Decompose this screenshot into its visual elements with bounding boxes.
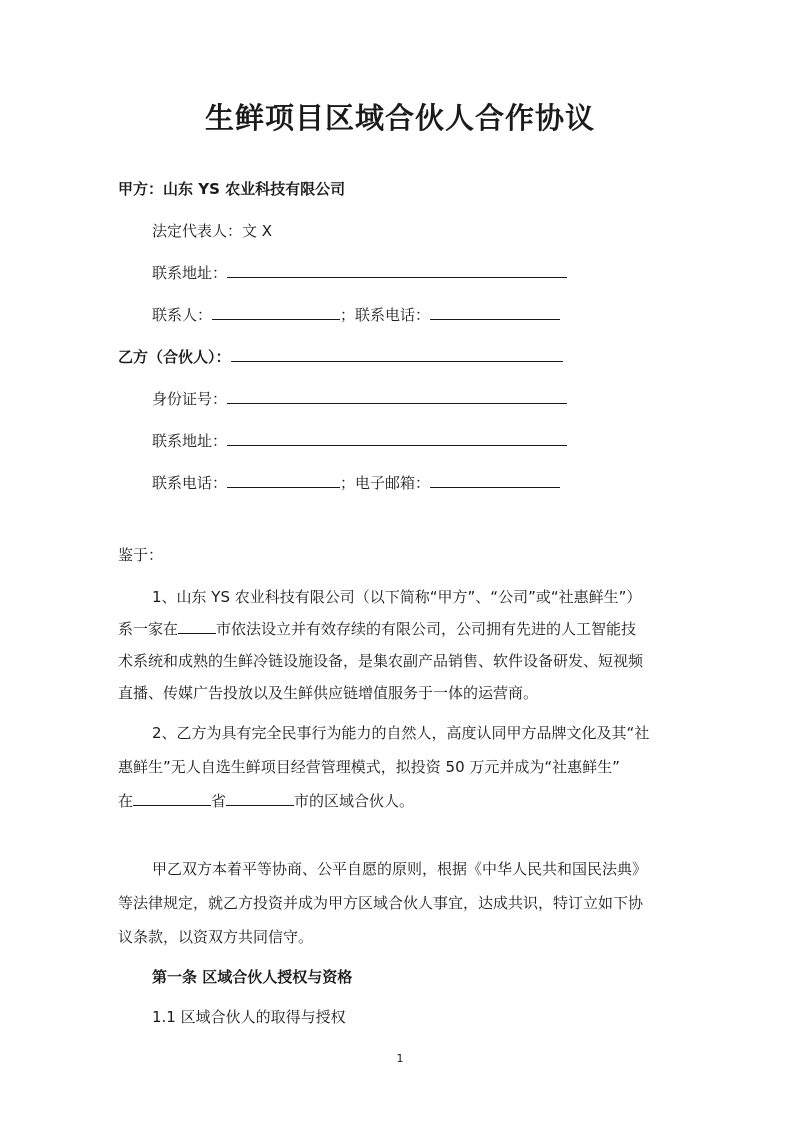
agreement-line1: 甲乙双方本着平等协商、公平自愿的原则，根据《中华人民共和国民法典》	[152, 860, 648, 878]
section-1-1-heading: 1.1 区域合伙人的取得与授权	[152, 1008, 346, 1026]
party-b-address-blank	[227, 430, 567, 446]
party-b-phone-row	[152, 472, 560, 493]
party-a-contact-row	[152, 304, 560, 325]
clause2-province-suffix: 省	[211, 792, 227, 810]
party-b-address-label: 联系地址：	[152, 432, 228, 450]
party-b-phone-label: 联系电话：	[152, 474, 228, 492]
clause2-city-blank	[226, 790, 294, 806]
party-b-row	[118, 346, 563, 367]
clause2-line2: 惠鲜生”无人自选生鲜项目经营管理模式，拟投资 50 万元并成为“社惠鲜生”	[118, 758, 620, 776]
party-b-id-blank	[227, 388, 567, 404]
party-a-label: 甲方：山东 YS 农业科技有限公司	[118, 180, 346, 198]
clause1-line1: 1、山东 YS 农业科技有限公司（以下简称“甲方”、“公司”或“社惠鲜生”）	[152, 588, 642, 606]
clause1-line2	[118, 618, 636, 639]
party-a-address-blank	[227, 262, 567, 278]
page-number: 1	[396, 1052, 404, 1065]
clause1-city-blank	[178, 618, 216, 634]
clause2-line3-start: 在	[118, 792, 134, 810]
party-a-contact-blank	[212, 304, 340, 320]
party-a-address-row	[152, 262, 567, 283]
clause1-line2-start: 系一家在	[118, 620, 179, 638]
clause2-line3-end: 市的区域合伙人。	[294, 792, 415, 810]
party-a-address-label: 联系地址：	[152, 264, 228, 282]
party-a-phone-blank	[430, 304, 560, 320]
agreement-line3: 议条款，以资双方共同信守。	[118, 928, 314, 946]
party-b-address-row	[152, 430, 567, 451]
clause1-line3: 术系统和成熟的生鲜冷链设施设备，是集农副产品销售、软件设备研发、短视频	[118, 652, 644, 670]
document-title: 生鲜项目区域合伙人合作协议	[204, 101, 595, 135]
clause1-line2-end: 市依法设立并有效存续的有限公司，公司拥有先进的人工智能技	[216, 620, 637, 638]
party-b-id-label: 身份证号：	[152, 390, 228, 408]
clause2-line3	[118, 790, 414, 811]
party-b-email-label: ；电子邮箱：	[340, 474, 431, 492]
party-a-legal-rep: 法定代表人：文 X	[152, 222, 273, 240]
party-b-phone-blank	[227, 472, 340, 488]
clause2-line1: 2、乙方为具有完全民事行为能力的自然人，高度认同甲方品牌文化及其“社	[152, 724, 650, 742]
party-b-email-blank	[430, 472, 560, 488]
clause1-line4: 直播、传媒广告投放以及生鲜供应链增值服务于一体的运营商。	[118, 684, 539, 702]
party-a-phone-label: ；联系电话：	[340, 306, 431, 324]
article1-heading: 第一条 区域合伙人授权与资格	[152, 968, 353, 986]
party-b-label: 乙方（合伙人）：	[118, 348, 231, 366]
party-a-contact-label: 联系人：	[152, 306, 213, 324]
party-b-id-row	[152, 388, 567, 409]
whereas-heading: 鉴于：	[118, 546, 164, 564]
agreement-line2: 等法律规定，就乙方投资并成为甲方区域合伙人事宜，达成共识，特订立如下协	[118, 894, 644, 912]
party-b-name-blank	[231, 346, 563, 362]
clause2-province-blank	[133, 790, 211, 806]
